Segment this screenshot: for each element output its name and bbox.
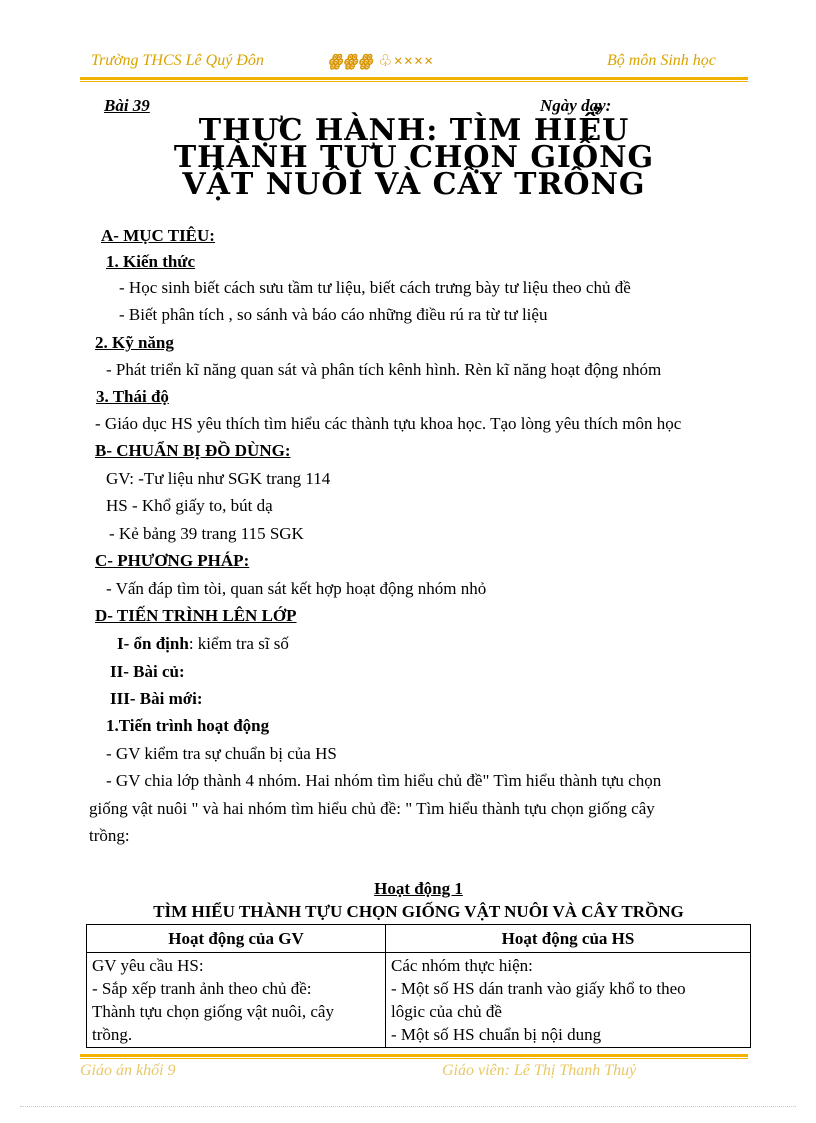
activity-subtitle: TÌM HIỂU THÀNH TỰU CHỌN GIỐNG VẬT NUÔI VÀ CÂY TRỒNG [153, 902, 684, 921]
activity-title: Hoạt động 1 [374, 879, 463, 898]
section-d-line-4: trồng: [89, 826, 130, 845]
section-c-line-1: - Vấn đáp tìm tòi, quan sát kết hợp hoạt động nhóm nhỏ [106, 579, 487, 598]
lesson-title [80, 113, 748, 202]
section-d-line-1: - GV kiểm tra sự chuẩn bị của HS [106, 744, 337, 763]
footer-left: Giáo án khối 9 [80, 1062, 176, 1079]
section-b-line-3: - Kẻ bảng 39 trang 115 SGK [109, 524, 304, 543]
section-b-line-2: HS - Khổ giấy to, bút dạ [106, 496, 273, 515]
section-a3-line-1: - Giáo dục HS yêu thích tìm hiểu các thành tựu khoa học. Tạo lòng yêu thích môn học [95, 414, 682, 433]
section-a2-heading: 2. Kỹ năng [95, 333, 174, 352]
lesson-date-label: Ngày dạy: [540, 96, 612, 115]
teacher-activity-cell [87, 953, 386, 1048]
header-department: Bộ môn Sinh học [607, 52, 716, 69]
student-line: - Một số HS dán tranh vào giấy khổ to theo [391, 979, 686, 998]
section-a1-line-1: - Học sinh biết cách sưu tầm tư liệu, biết cách trưng bày tư liệu theo chủ đề [119, 278, 631, 297]
student-line: lôgic của chủ đề [391, 1002, 502, 1021]
section-b-line-1: GV: -Tư liệu như SGK trang 114 [106, 469, 331, 488]
section-a1-heading: 1. Kiến thức [106, 252, 196, 271]
student-line: Các nhóm thực hiện: [391, 956, 533, 975]
activity-table-header-row [87, 925, 751, 953]
section-c-heading: C- PHƯƠNG PHÁP: [95, 551, 250, 570]
section-d-process-heading: 1.Tiến trình hoạt động [106, 716, 270, 735]
section-d-line-3: giống vật nuôi " và hai nhóm tìm hiểu chủ đề: " Tìm hiểu thành tựu chọn giống cây [89, 799, 655, 818]
section-b-heading: B- CHUẨN BỊ ĐỒ DÙNG: [95, 441, 291, 460]
teacher-line: Thành tựu chọn giống vật nuôi, cây [92, 1002, 334, 1021]
page-bottom-divider [20, 1106, 796, 1107]
student-line: - Một số HS chuẩn bị nội dung [391, 1025, 602, 1044]
lesson-title-line-1: THỰC HÀNH: TÌM HIỂU [198, 113, 630, 148]
section-d-line-2: - GV chia lớp thành 4 nhóm. Hai nhóm tìm hiểu chủ đề" Tìm hiểu thành tựu chọn [106, 771, 662, 790]
lesson-number: Bài 39 [104, 96, 150, 115]
column-header-student: Hoạt động của HS [386, 925, 751, 953]
header-school: Trường THCS Lê Quý Đôn [91, 52, 264, 69]
activity-table [86, 924, 751, 1048]
teacher-line: GV yêu cầu HS: [92, 956, 204, 975]
student-activity-cell [386, 953, 751, 1048]
section-a-heading: A- MỤC TIÊU: [101, 226, 215, 245]
section-d-heading: D- TIẾN TRÌNH LÊN LỚP [95, 606, 297, 625]
teacher-line: - Sắp xếp tranh ảnh theo chủ đề: [92, 979, 312, 998]
section-a1-line-2: - Biết phân tích , so sánh và báo cáo những điều rú ra từ tư liệu [119, 305, 548, 324]
lesson-title-line-3: VẬT NUÔI VÀ CÂY TRỒNG [182, 167, 646, 202]
lesson-title-line-2: THÀNH TỰU CHỌN GIỐNG [173, 140, 655, 175]
footer-rule-thin [80, 1058, 748, 1059]
section-d-step-1-text: : kiểm tra sĩ số [188, 634, 289, 653]
teacher-line: trồng. [92, 1025, 133, 1044]
header-rule [80, 77, 748, 80]
section-a2-line-1: - Phát triển kĩ năng quan sát và phân tích kênh hình. Rèn kĩ năng hoạt động nhóm [106, 360, 662, 379]
section-a3-heading: 3. Thái độ [96, 387, 169, 406]
section-d-step-1-label: I- ổn định [117, 634, 189, 653]
header-rule-thin [80, 81, 748, 82]
column-header-teacher: Hoạt động của GV [87, 925, 386, 953]
section-d-step-3: III- Bài mới: [110, 689, 203, 708]
table-row [87, 953, 751, 1048]
footer-rule [80, 1054, 748, 1057]
header-decoration: ꙮꙮꙮ ♧×××× [328, 53, 434, 70]
section-d-step-1 [117, 634, 289, 654]
footer-right: Giáo viên: Lê Thị Thanh Thuỷ [442, 1062, 637, 1079]
section-d-step-2: II- Bài củ: [110, 662, 185, 681]
